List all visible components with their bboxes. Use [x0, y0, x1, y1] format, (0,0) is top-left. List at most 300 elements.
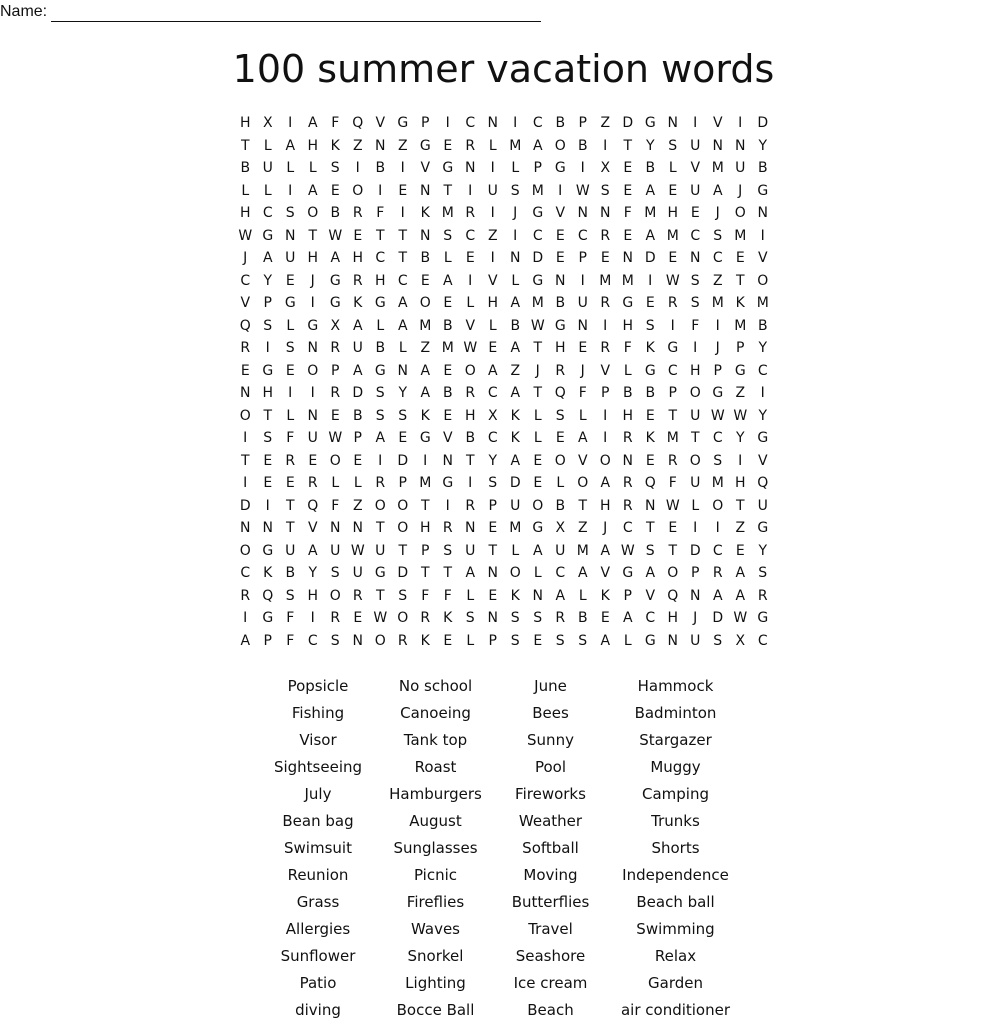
grid-letter: E	[555, 227, 565, 244]
grid-letter: K	[420, 632, 430, 649]
grid-letter: S	[465, 610, 475, 626]
grid-letter: E	[443, 137, 453, 154]
grid-letter: H	[622, 317, 634, 334]
grid-letter: P	[736, 340, 745, 356]
grid-letter: X	[487, 407, 498, 424]
grid-letter: C	[667, 362, 678, 379]
grid-letter: R	[465, 385, 476, 401]
grid-letter: E	[353, 227, 363, 244]
grid-letter: H	[419, 520, 431, 536]
grid-letter: S	[398, 587, 408, 604]
grid-letter: I	[490, 205, 495, 221]
grid-letter: N	[487, 610, 498, 626]
grid-letter: V	[375, 115, 386, 131]
word-list-item: Sunglasses	[393, 839, 478, 857]
grid-letter: R	[465, 497, 476, 514]
grid-letter: L	[286, 407, 295, 424]
grid-letter: F	[331, 497, 340, 514]
grid-letter: M	[734, 317, 747, 334]
grid-row	[234, 270, 774, 293]
grid-letter: W	[733, 610, 748, 626]
grid-letter: E	[735, 542, 745, 559]
grid-letter: H	[464, 407, 476, 424]
grid-row	[234, 292, 774, 315]
grid-letter: L	[533, 565, 542, 581]
grid-letter: S	[330, 632, 340, 649]
grid-letter: F	[376, 205, 385, 221]
grid-letter: W	[665, 497, 680, 514]
grid-letter: O	[734, 205, 746, 221]
grid-letter: E	[285, 362, 295, 379]
grid-letter: Z	[510, 362, 521, 379]
grid-letter: R	[307, 475, 318, 491]
grid-letter: E	[735, 250, 745, 266]
grid-letter: I	[243, 475, 248, 491]
grid-letter: V	[555, 205, 566, 221]
grid-letter: U	[285, 250, 296, 266]
grid-letter: M	[441, 205, 454, 221]
word-list-item: Independence	[622, 866, 729, 884]
grid-letter: E	[420, 272, 430, 289]
grid-letter: L	[511, 272, 520, 289]
grid-letter: R	[397, 632, 408, 649]
grid-letter: D	[644, 250, 656, 266]
grid-letter: R	[465, 137, 476, 154]
grid-letter: F	[443, 587, 452, 604]
word-list-item: Camping	[642, 785, 709, 803]
grid-letter: S	[713, 227, 723, 244]
grid-row	[234, 517, 774, 540]
grid-letter: I	[738, 452, 743, 469]
grid-letter: E	[263, 475, 273, 491]
name-field	[0, 2, 541, 22]
grid-letter: N	[352, 632, 363, 649]
grid-letter: U	[285, 542, 296, 559]
grid-letter: S	[443, 227, 453, 244]
grid-letter: A	[555, 587, 566, 604]
word-list-item: July	[304, 785, 332, 803]
grid-letter: N	[690, 250, 701, 266]
grid-letter: Q	[352, 115, 364, 131]
grid-letter: V	[577, 452, 588, 469]
grid-letter: R	[757, 587, 768, 604]
grid-letter: K	[645, 340, 655, 356]
grid-letter: N	[487, 115, 498, 131]
grid-letter: N	[352, 520, 363, 536]
grid-letter: A	[645, 565, 656, 581]
grid-letter: M	[621, 272, 634, 289]
grid-letter: N	[757, 205, 768, 221]
grid-letter: H	[622, 407, 634, 424]
grid-letter: I	[310, 385, 315, 401]
grid-letter: I	[490, 250, 495, 266]
grid-letter: R	[465, 205, 476, 221]
grid-letter: P	[263, 632, 272, 649]
grid-letter: A	[397, 295, 408, 311]
grid-letter: F	[421, 587, 430, 604]
grid-letter: K	[735, 295, 745, 311]
grid-letter: S	[398, 407, 408, 424]
grid-letter: I	[265, 497, 270, 514]
grid-letter: F	[691, 317, 700, 334]
word-list-item: Shorts	[651, 839, 700, 857]
grid-letter: E	[353, 610, 363, 626]
grid-letter: I	[603, 137, 608, 154]
grid-letter: I	[468, 272, 473, 289]
grid-letter: R	[240, 587, 251, 604]
grid-letter: L	[668, 160, 677, 176]
grid-letter: J	[693, 610, 698, 626]
grid-letter: N	[510, 250, 521, 266]
grid-letter: O	[667, 565, 679, 581]
grid-letter: T	[375, 587, 385, 604]
grid-letter: N	[735, 137, 746, 154]
grid-letter: Z	[577, 520, 588, 536]
grid-row	[234, 157, 774, 180]
grid-letter: S	[443, 542, 453, 559]
grid-letter: S	[285, 205, 295, 221]
grid-letter: M	[419, 317, 432, 334]
grid-letter: I	[513, 115, 518, 131]
grid-letter: O	[419, 295, 431, 311]
grid-letter: J	[603, 520, 608, 536]
grid-letter: T	[465, 452, 475, 469]
grid-row	[234, 202, 774, 225]
grid-letter: E	[645, 407, 655, 424]
grid-letter: F	[668, 475, 677, 491]
grid-letter: L	[308, 160, 317, 176]
grid-letter: W	[350, 542, 365, 559]
grid-letter: I	[310, 610, 315, 626]
grid-letter: G	[442, 160, 454, 176]
grid-letter: L	[466, 295, 475, 311]
word-list-item: Weather	[518, 812, 583, 830]
grid-letter: K	[645, 430, 655, 446]
grid-letter: G	[374, 295, 386, 311]
grid-letter: N	[285, 227, 296, 244]
grid-letter: D	[397, 452, 409, 469]
grid-letter: C	[712, 542, 723, 559]
grid-letter: N	[307, 340, 318, 356]
grid-letter: W	[238, 227, 253, 244]
grid-letter: A	[352, 362, 363, 379]
grid-letter: O	[689, 385, 701, 401]
grid-row	[234, 630, 774, 653]
grid-letter: L	[466, 587, 475, 604]
word-list-item: Picnic	[413, 866, 458, 884]
grid-letter: E	[398, 430, 408, 446]
grid-row	[234, 405, 774, 428]
grid-letter: G	[442, 475, 454, 491]
grid-letter: R	[600, 295, 611, 311]
grid-letter: O	[397, 610, 409, 626]
word-list-item: Snorkel	[407, 947, 464, 965]
grid-letter: G	[262, 610, 274, 626]
grid-letter: C	[645, 610, 656, 626]
grid-row	[234, 495, 774, 518]
grid-letter: L	[241, 182, 250, 199]
grid-letter: E	[600, 250, 610, 266]
grid-letter: A	[307, 115, 318, 131]
grid-letter: Q	[667, 587, 679, 604]
grid-letter: S	[533, 610, 543, 626]
grid-letter: A	[577, 430, 588, 446]
grid-letter: I	[445, 115, 450, 131]
word-list-item: Tank top	[403, 731, 468, 749]
grid-letter: G	[262, 227, 274, 244]
word-list-item: Sunny	[527, 731, 574, 749]
grid-letter: O	[239, 542, 251, 559]
grid-letter: C	[757, 632, 768, 649]
grid-letter: U	[735, 160, 746, 176]
grid-letter: N	[240, 520, 251, 536]
grid-letter: L	[443, 250, 452, 266]
grid-letter: I	[288, 385, 293, 401]
word-list-item: Roast	[414, 758, 457, 776]
grid-letter: I	[760, 227, 765, 244]
grid-letter: T	[398, 250, 408, 266]
grid-letter: N	[307, 407, 318, 424]
grid-letter: H	[667, 205, 679, 221]
grid-letter: N	[600, 205, 611, 221]
grid-letter: L	[353, 475, 362, 491]
grid-letter: G	[374, 362, 386, 379]
grid-letter: J	[738, 182, 743, 199]
grid-letter: R	[667, 452, 678, 469]
word-list-item: Bean bag	[282, 812, 354, 830]
grid-letter: Z	[735, 520, 746, 536]
grid-letter: N	[397, 362, 408, 379]
grid-letter: A	[262, 250, 273, 266]
grid-letter: P	[488, 497, 497, 514]
grid-letter: D	[397, 565, 409, 581]
grid-letter: A	[510, 452, 521, 469]
grid-letter: I	[670, 317, 675, 334]
grid-letter: Y	[758, 542, 768, 559]
grid-letter: P	[668, 385, 677, 401]
word-list-item: Beach	[527, 1001, 574, 1019]
grid-letter: I	[715, 317, 720, 334]
grid-letter: O	[532, 497, 544, 514]
grid-letter: I	[648, 272, 653, 289]
word-list-item: air conditioner	[620, 1001, 731, 1019]
grid-letter: U	[690, 475, 701, 491]
grid-letter: R	[330, 610, 341, 626]
grid-letter: A	[330, 250, 341, 266]
grid-row	[234, 427, 774, 450]
grid-letter: W	[710, 407, 725, 424]
grid-letter: A	[307, 182, 318, 199]
grid-letter: O	[307, 205, 319, 221]
grid-letter: I	[603, 407, 608, 424]
grid-letter: W	[530, 317, 545, 334]
grid-letter: G	[419, 137, 431, 154]
grid-letter: A	[285, 137, 296, 154]
grid-letter: T	[285, 497, 295, 514]
word-list-item: Beach ball	[636, 893, 715, 911]
grid-letter: T	[420, 497, 430, 514]
grid-letter: R	[442, 520, 453, 536]
grid-letter: I	[760, 385, 765, 401]
grid-letter: N	[645, 497, 656, 514]
word-list-item: Trunks	[651, 812, 700, 830]
grid-letter: L	[398, 340, 407, 356]
grid-letter: E	[398, 182, 408, 199]
word-list-item: Bees	[532, 704, 569, 722]
grid-letter: E	[555, 250, 565, 266]
grid-letter: X	[600, 160, 611, 176]
grid-letter: E	[645, 452, 655, 469]
word-list-item: Softball	[522, 839, 579, 857]
grid-letter: C	[465, 227, 476, 244]
grid-letter: Q	[239, 317, 251, 334]
grid-letter: T	[623, 137, 633, 154]
grid-letter: I	[265, 340, 270, 356]
grid-letter: Z	[352, 497, 363, 514]
grid-letter: Y	[263, 272, 273, 289]
grid-letter: G	[644, 115, 656, 131]
grid-letter: E	[308, 452, 318, 469]
grid-letter: Q	[644, 475, 656, 491]
name-label: Name:	[0, 3, 48, 20]
grid-letter: R	[375, 475, 386, 491]
grid-letter: W	[463, 340, 478, 356]
grid-letter: D	[352, 385, 364, 401]
grid-letter: A	[510, 385, 521, 401]
grid-letter: X	[330, 317, 341, 334]
grid-letter: S	[285, 587, 295, 604]
grid-letter: A	[645, 182, 656, 199]
grid-letter: T	[308, 227, 318, 244]
grid-letter: T	[375, 520, 385, 536]
grid-letter: K	[510, 587, 520, 604]
grid-letter: I	[445, 497, 450, 514]
grid-letter: S	[645, 317, 655, 334]
grid-letter: P	[578, 250, 587, 266]
grid-letter: U	[690, 632, 701, 649]
grid-letter: M	[644, 205, 657, 221]
grid-letter: B	[442, 317, 453, 334]
grid-letter: R	[330, 340, 341, 356]
grid-letter: A	[600, 475, 611, 491]
grid-letter: S	[510, 182, 520, 199]
grid-letter: A	[532, 137, 543, 154]
grid-letter: G	[622, 565, 634, 581]
grid-letter: S	[713, 632, 723, 649]
grid-letter: T	[443, 565, 453, 581]
grid-letter: D	[532, 250, 544, 266]
grid-letter: O	[352, 182, 364, 199]
grid-letter: X	[555, 520, 566, 536]
grid-letter: Y	[735, 430, 745, 446]
grid-row	[234, 225, 774, 248]
grid-letter: U	[555, 542, 566, 559]
grid-letter: S	[488, 475, 498, 491]
grid-letter: N	[622, 250, 633, 266]
grid-letter: E	[578, 340, 588, 356]
grid-letter: R	[555, 362, 566, 379]
word-list-item: Swimsuit	[284, 839, 352, 857]
grid-letter: G	[757, 520, 769, 536]
grid-row	[234, 247, 774, 270]
grid-letter: Y	[758, 340, 768, 356]
grid-letter: R	[622, 475, 633, 491]
grid-letter: T	[285, 520, 295, 536]
grid-letter: R	[622, 430, 633, 446]
grid-letter: G	[644, 632, 656, 649]
grid-letter: V	[465, 317, 476, 334]
grid-letter: C	[397, 272, 408, 289]
grid-letter: F	[623, 205, 632, 221]
grid-letter: A	[577, 565, 588, 581]
grid-letter: O	[757, 272, 769, 289]
grid-letter: Y	[308, 565, 318, 581]
word-list-item: Muggy	[650, 758, 701, 776]
grid-letter: I	[490, 160, 495, 176]
grid-letter: S	[510, 610, 520, 626]
grid-letter: O	[599, 452, 611, 469]
grid-letter: X	[262, 115, 273, 131]
grid-letter: T	[443, 182, 453, 199]
word-list-item: Hamburgers	[389, 785, 482, 803]
grid-letter: T	[578, 497, 588, 514]
grid-letter: L	[578, 587, 587, 604]
grid-letter: P	[623, 587, 632, 604]
grid-letter: I	[423, 452, 428, 469]
grid-letter: A	[465, 565, 476, 581]
grid-letter: G	[262, 542, 274, 559]
grid-letter: T	[420, 565, 430, 581]
grid-letter: G	[667, 340, 679, 356]
grid-letter: N	[667, 632, 678, 649]
grid-letter: L	[488, 317, 497, 334]
word-list-item: Travel	[528, 920, 573, 938]
grid-letter: S	[713, 452, 723, 469]
grid-letter: P	[533, 160, 542, 176]
grid-letter: I	[243, 430, 248, 446]
grid-letter: E	[533, 452, 543, 469]
grid-letter: O	[307, 362, 319, 379]
grid-letter: N	[577, 317, 588, 334]
grid-letter: A	[442, 272, 453, 289]
grid-letter: L	[533, 430, 542, 446]
grid-letter: R	[600, 340, 611, 356]
grid-letter: L	[466, 632, 475, 649]
grid-row	[234, 607, 774, 630]
grid-letter: T	[645, 520, 655, 536]
grid-letter: C	[375, 250, 386, 266]
grid-letter: R	[420, 610, 431, 626]
grid-letter: F	[623, 340, 632, 356]
grid-letter: L	[556, 475, 565, 491]
grid-letter: L	[533, 407, 542, 424]
grid-letter: S	[510, 632, 520, 649]
grid-letter: U	[352, 565, 363, 581]
grid-letter: G	[419, 430, 431, 446]
grid-letter: C	[555, 565, 566, 581]
grid-letter: O	[374, 497, 386, 514]
grid-letter: I	[693, 115, 698, 131]
grid-letter: U	[690, 182, 701, 199]
grid-letter: R	[667, 295, 678, 311]
grid-letter: P	[488, 632, 497, 649]
grid-letter: Z	[712, 272, 723, 289]
grid-letter: N	[375, 137, 386, 154]
grid-letter: G	[397, 115, 409, 131]
grid-letter: L	[488, 137, 497, 154]
grid-letter: L	[623, 362, 632, 379]
word-list-item: Relax	[654, 947, 697, 965]
